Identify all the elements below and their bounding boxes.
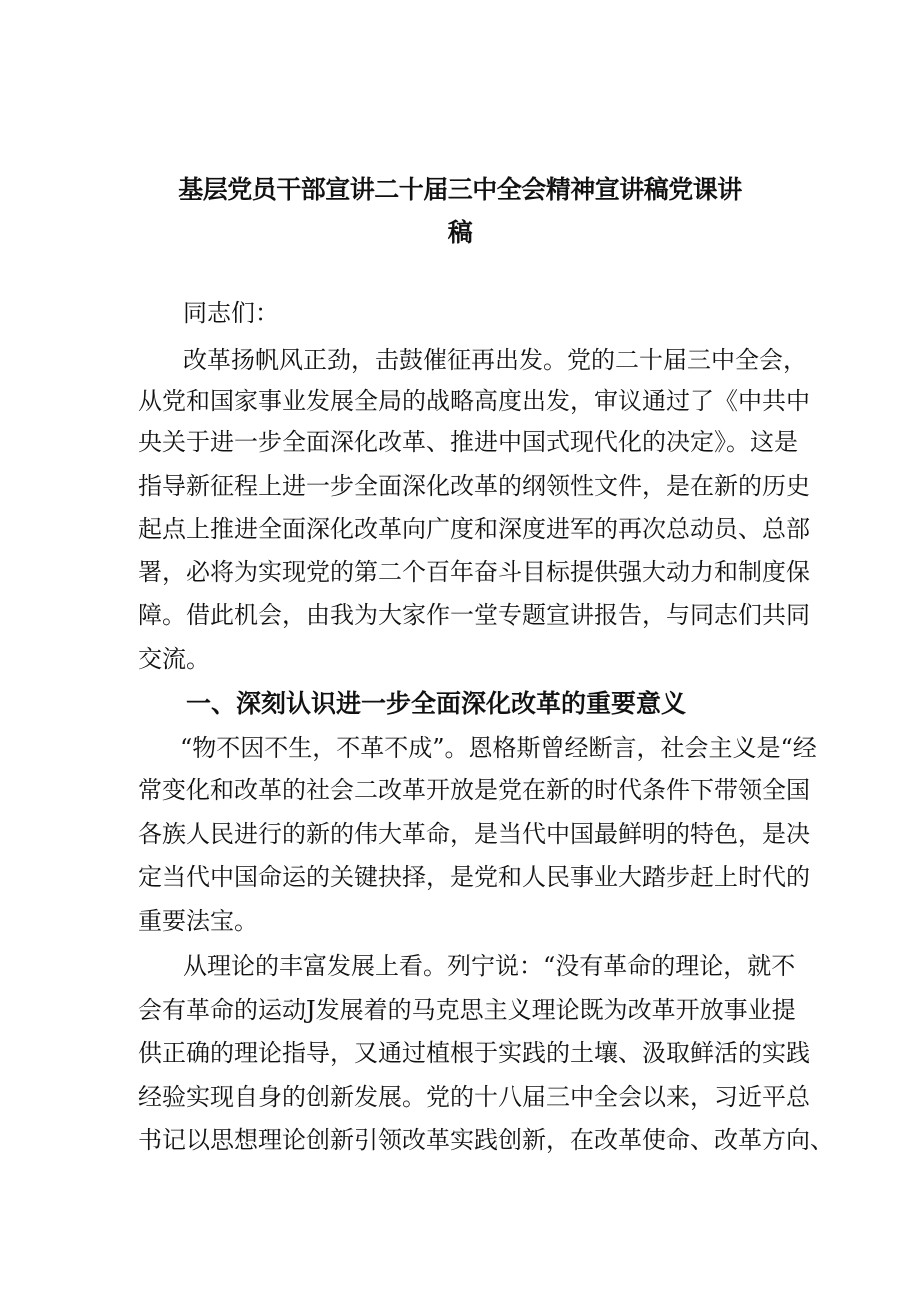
paragraph-2-line: 重要法宝。	[138, 907, 258, 935]
salutation: 同志们：	[183, 299, 279, 327]
paragraph-1-line: 改革扬帆风正劲，击鼓催征再出发。党的二十届三中全会，	[183, 346, 807, 374]
paragraph-3-line: 会有革命的运动J发展着的马克思主义理论既为改革开放事业提	[138, 996, 796, 1024]
paragraph-3-line: 书记以思想理论创新引领改革实践创新，在改革使命、改革方向、	[138, 1126, 834, 1154]
paragraph-3-line: 从理论的丰富发展上看。列宁说：“没有革命的理论，就不	[183, 952, 796, 980]
document-title-line-2: 稿	[447, 218, 473, 247]
paragraph-2-line: “物不因不生，不革不成”。恩格斯曾经断言，社会主义是“经	[180, 734, 817, 762]
paragraph-3-line: 经验实现自身的创新发展。党的十八届三中全会以来，习近平总	[138, 1083, 810, 1111]
paragraph-1-line: 障。借此机会，由我为大家作一堂专题宣讲报告，与同志们共同	[138, 601, 810, 629]
section-heading: 一、深刻认识进一步全面深化改革的重要意义	[186, 689, 687, 718]
paragraph-1-line: 交流。	[138, 645, 210, 673]
paragraph-2-line: 定当代中国命运的关键抉择，是党和人民事业大踏步赶上时代的	[138, 863, 810, 891]
paragraph-2-line: 常变化和改革的社会二改革开放是党在新的时代条件下带领全国	[138, 776, 810, 804]
paragraph-1-line: 起点上推进全面深化改革向广度和深度进军的再次总动员、总部	[138, 515, 810, 543]
paragraph-1-line: 央关于进一步全面深化改革、推进中国式现代化的决定》。这是	[138, 428, 798, 456]
paragraph-1-line: 指导新征程上进一步全面深化改革的纲领性文件，是在新的历史	[138, 472, 810, 500]
paragraph-1-line: 从党和国家事业发展全局的战略高度出发，审议通过了《中共中	[138, 387, 810, 415]
paragraph-1-line: 署，必将为实现党的第二个百年奋斗目标提供强大动力和制度保	[138, 558, 810, 586]
paragraph-3-line: 供正确的理论指导，又通过植根于实践的土壤、汲取鲜活的实践	[138, 1039, 810, 1067]
paragraph-2-line: 各族人民进行的新的伟大革命，是当代中国最鲜明的特色，是决	[138, 820, 810, 848]
document-title-line-1: 基层党员干部宣讲二十届三中全会精神宣讲稿党课讲	[178, 175, 742, 204]
